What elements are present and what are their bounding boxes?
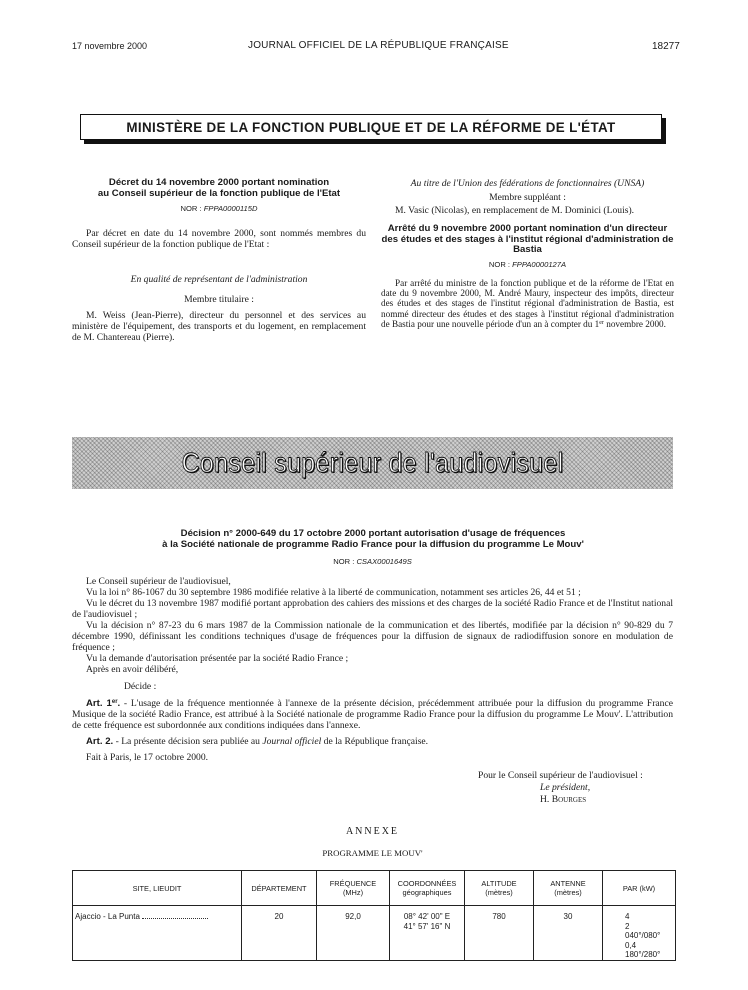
annexe-subtitle: PROGRAMME LE MOUV'	[322, 848, 423, 858]
art2-text-pre: - La présente décision sera publiée au	[113, 736, 263, 747]
art1-dot: .	[117, 698, 121, 709]
decret-nor-value: FPPA0000115D	[203, 204, 258, 213]
annexe-title: ANNEXE	[345, 826, 400, 837]
column-header: DÉPARTEMENT	[242, 871, 317, 906]
coord-north: 41° 57' 16" N	[403, 922, 451, 931]
decision-article-1	[72, 698, 673, 731]
decret-intro: Par décret en date du 14 novembre 2000, sont nommés membres du Conseil supérieur de la fonction publique de l'Etat :	[72, 228, 366, 250]
decision-decide: Décide :	[124, 681, 157, 692]
art2-journal: Journal officiel	[262, 736, 322, 747]
coord-east: 08° 42' 00" E	[403, 912, 451, 921]
unsa-role: Membre suppléant :	[489, 192, 566, 203]
art1-text: - L'usage de la fréquence mentionnée à l'annexe de la présente décision, précédemment attribuée pour la diffusion du programme France Musique de la société Radio France, est attribué à la Société nationale de programme Radio France pour la diffusion du programme Le Mouv'. L'attribution de cette fréquence est subordonnée aux conditions indiquées dans l'annexe.	[72, 698, 673, 731]
par-line: 4	[625, 912, 630, 921]
cell-frequency: 92,0	[317, 906, 390, 961]
arrete-title: Arrêté du 9 novembre 2000 portant nomination d'un directeur des études et des stages à l'institut régional d'administration de Bastia	[381, 223, 674, 255]
decision-nor-label: NOR :	[333, 557, 355, 566]
header-date: 17 novembre 2000	[72, 41, 148, 51]
site-name: Ajaccio - La Punta	[75, 912, 140, 921]
ministry-box	[80, 114, 662, 140]
decret-member: M. Weiss (Jean-Pierre), directeur du personnel et des services au ministère de l'équipement, des transports et du logement, en remplacement de M. Chantereau (Pierre).	[72, 310, 366, 343]
decret-section-text: En qualité de représentant de l'administration	[130, 274, 308, 285]
decret-title-line-1: Décret du 14 novembre 2000 portant nomination	[108, 177, 330, 188]
decret-nor	[72, 203, 366, 214]
decision-title	[110, 529, 636, 550]
decision-title-line-1: Décision n° 2000-649 du 17 octobre 2000 portant autorisation d'usage de fréquences	[180, 528, 566, 539]
decret-title	[72, 178, 366, 199]
art1-sup: er	[111, 699, 118, 705]
decision-signature	[72, 770, 673, 814]
csa-banner-title: Conseil supérieur de l'audiovisuel	[181, 446, 564, 479]
column-header: SITE, LIEUDIT	[73, 871, 242, 906]
cell-par	[603, 906, 676, 961]
art2-label: Art. 2.	[86, 736, 114, 747]
ministry-title: MINISTÈRE DE LA FONCTION PUBLIQUE ET DE LA RÉFORME DE L'ÉTAT	[126, 119, 616, 135]
decret-role: Membre titulaire :	[184, 294, 254, 305]
left-column	[72, 178, 366, 343]
csa-banner	[72, 437, 673, 489]
unsa-section: Au titre de l'Union des fédérations de fonctionnaires (UNSA)	[410, 178, 645, 189]
decision-line: Vu la demande d'autorisation présentée par la société Radio France ;	[86, 653, 349, 664]
annexe-table	[72, 870, 676, 961]
unsa-member: M. Vasic (Nicolas), en remplacement de M. Dominici (Louis).	[395, 205, 635, 216]
column-header: ANTENNE (mètres)	[534, 871, 603, 906]
arrete-body-text: Par arrêté du ministre de la fonction publique et de la réforme de l'Etat en date du 9 novembre 2000, M. André Maury, inspecteur des impôts, directeur des études et des stages de l'institut régional d'administration de Bastia, est nommé directeur des études et des stages à l'institut régional d'administration de Bastia pour une nouvelle période d'un an à compter du 1	[381, 277, 674, 330]
arrete-nor-value: FPPA0000127A	[512, 259, 567, 269]
right-column	[381, 178, 674, 330]
signature-role: Le président,	[540, 782, 591, 793]
header-page-number: 18277	[652, 41, 680, 52]
decision-article-2	[72, 736, 673, 747]
cell-antenna: 30	[534, 906, 603, 961]
signature-name: H. Bourges	[540, 794, 587, 805]
table-row	[73, 906, 676, 961]
art1-label: Art. 1	[86, 698, 112, 709]
arrete-body-end: novembre 2000.	[603, 319, 666, 330]
header-journal-title: JOURNAL OFFICIEL DE LA RÉPUBLIQUE FRANÇAISE	[248, 40, 509, 51]
decision-line: Vu le décret du 13 novembre 1987 modifié portant approbation des cahiers des missions et des charges de la société Radio France et de l'Institut national de l'audiovisuel ;	[72, 598, 673, 620]
decision-body	[72, 576, 673, 814]
leader-dots	[142, 912, 208, 919]
cell-site	[73, 906, 242, 961]
cell-altitude: 780	[465, 906, 534, 961]
art2-text-post: de la République française.	[321, 736, 429, 747]
column-header: PAR (kW)	[603, 871, 676, 906]
signature-for: Pour le Conseil supérieur de l'audiovisuel :	[478, 770, 643, 781]
cell-coordinates	[390, 906, 465, 961]
arrete-body	[381, 278, 674, 330]
decision-nor	[72, 557, 673, 566]
column-header: FRÉQUENCE (MHz)	[317, 871, 390, 906]
table-header-row	[73, 871, 676, 906]
decision-fait: Fait à Paris, le 17 octobre 2000.	[86, 752, 209, 763]
cell-department: 20	[242, 906, 317, 961]
decision-title-line-2: à la Société nationale de programme Radio France pour la diffusion du programme Le Mouv'	[162, 538, 584, 550]
decision-line: Vu la loi n° 86-1067 du 30 septembre 1986 modifiée relative à la liberté de communication, notamment ses articles 26, 44 et 51 ;	[86, 587, 581, 598]
decret-section	[72, 274, 366, 285]
decret-nor-label: NOR :	[180, 204, 202, 213]
par-line: 2040°/080°	[625, 921, 661, 940]
arrete-nor	[381, 259, 674, 270]
column-header: COORDONNÉES géographiques	[390, 871, 465, 906]
decret-title-line-2: au Conseil supérieur de la fonction publique de l'Etat	[97, 187, 341, 199]
column-header: ALTITUDE (mètres)	[465, 871, 534, 906]
decision-line: Le Conseil supérieur de l'audiovisuel,	[86, 576, 231, 587]
decision-line: Après en avoir délibéré,	[86, 664, 179, 675]
par-line: 0,4180°/280°	[625, 940, 661, 959]
arrete-body-sup: er	[599, 320, 604, 327]
arrete-nor-label: NOR :	[488, 259, 511, 269]
decision-line: Vu la décision n° 87-23 du 6 mars 1987 de la Commission nationale de la communication et des libertés, modifiée par la décision n° 90-829 du 7 décembre 1990, définissant les conditions techniques d'usage de fréquences pour la diffusion de signaux de radiodiffusion sonore en modulation de fréquence ;	[72, 620, 673, 653]
decision-nor-value: CSAX0001649S	[356, 557, 412, 566]
